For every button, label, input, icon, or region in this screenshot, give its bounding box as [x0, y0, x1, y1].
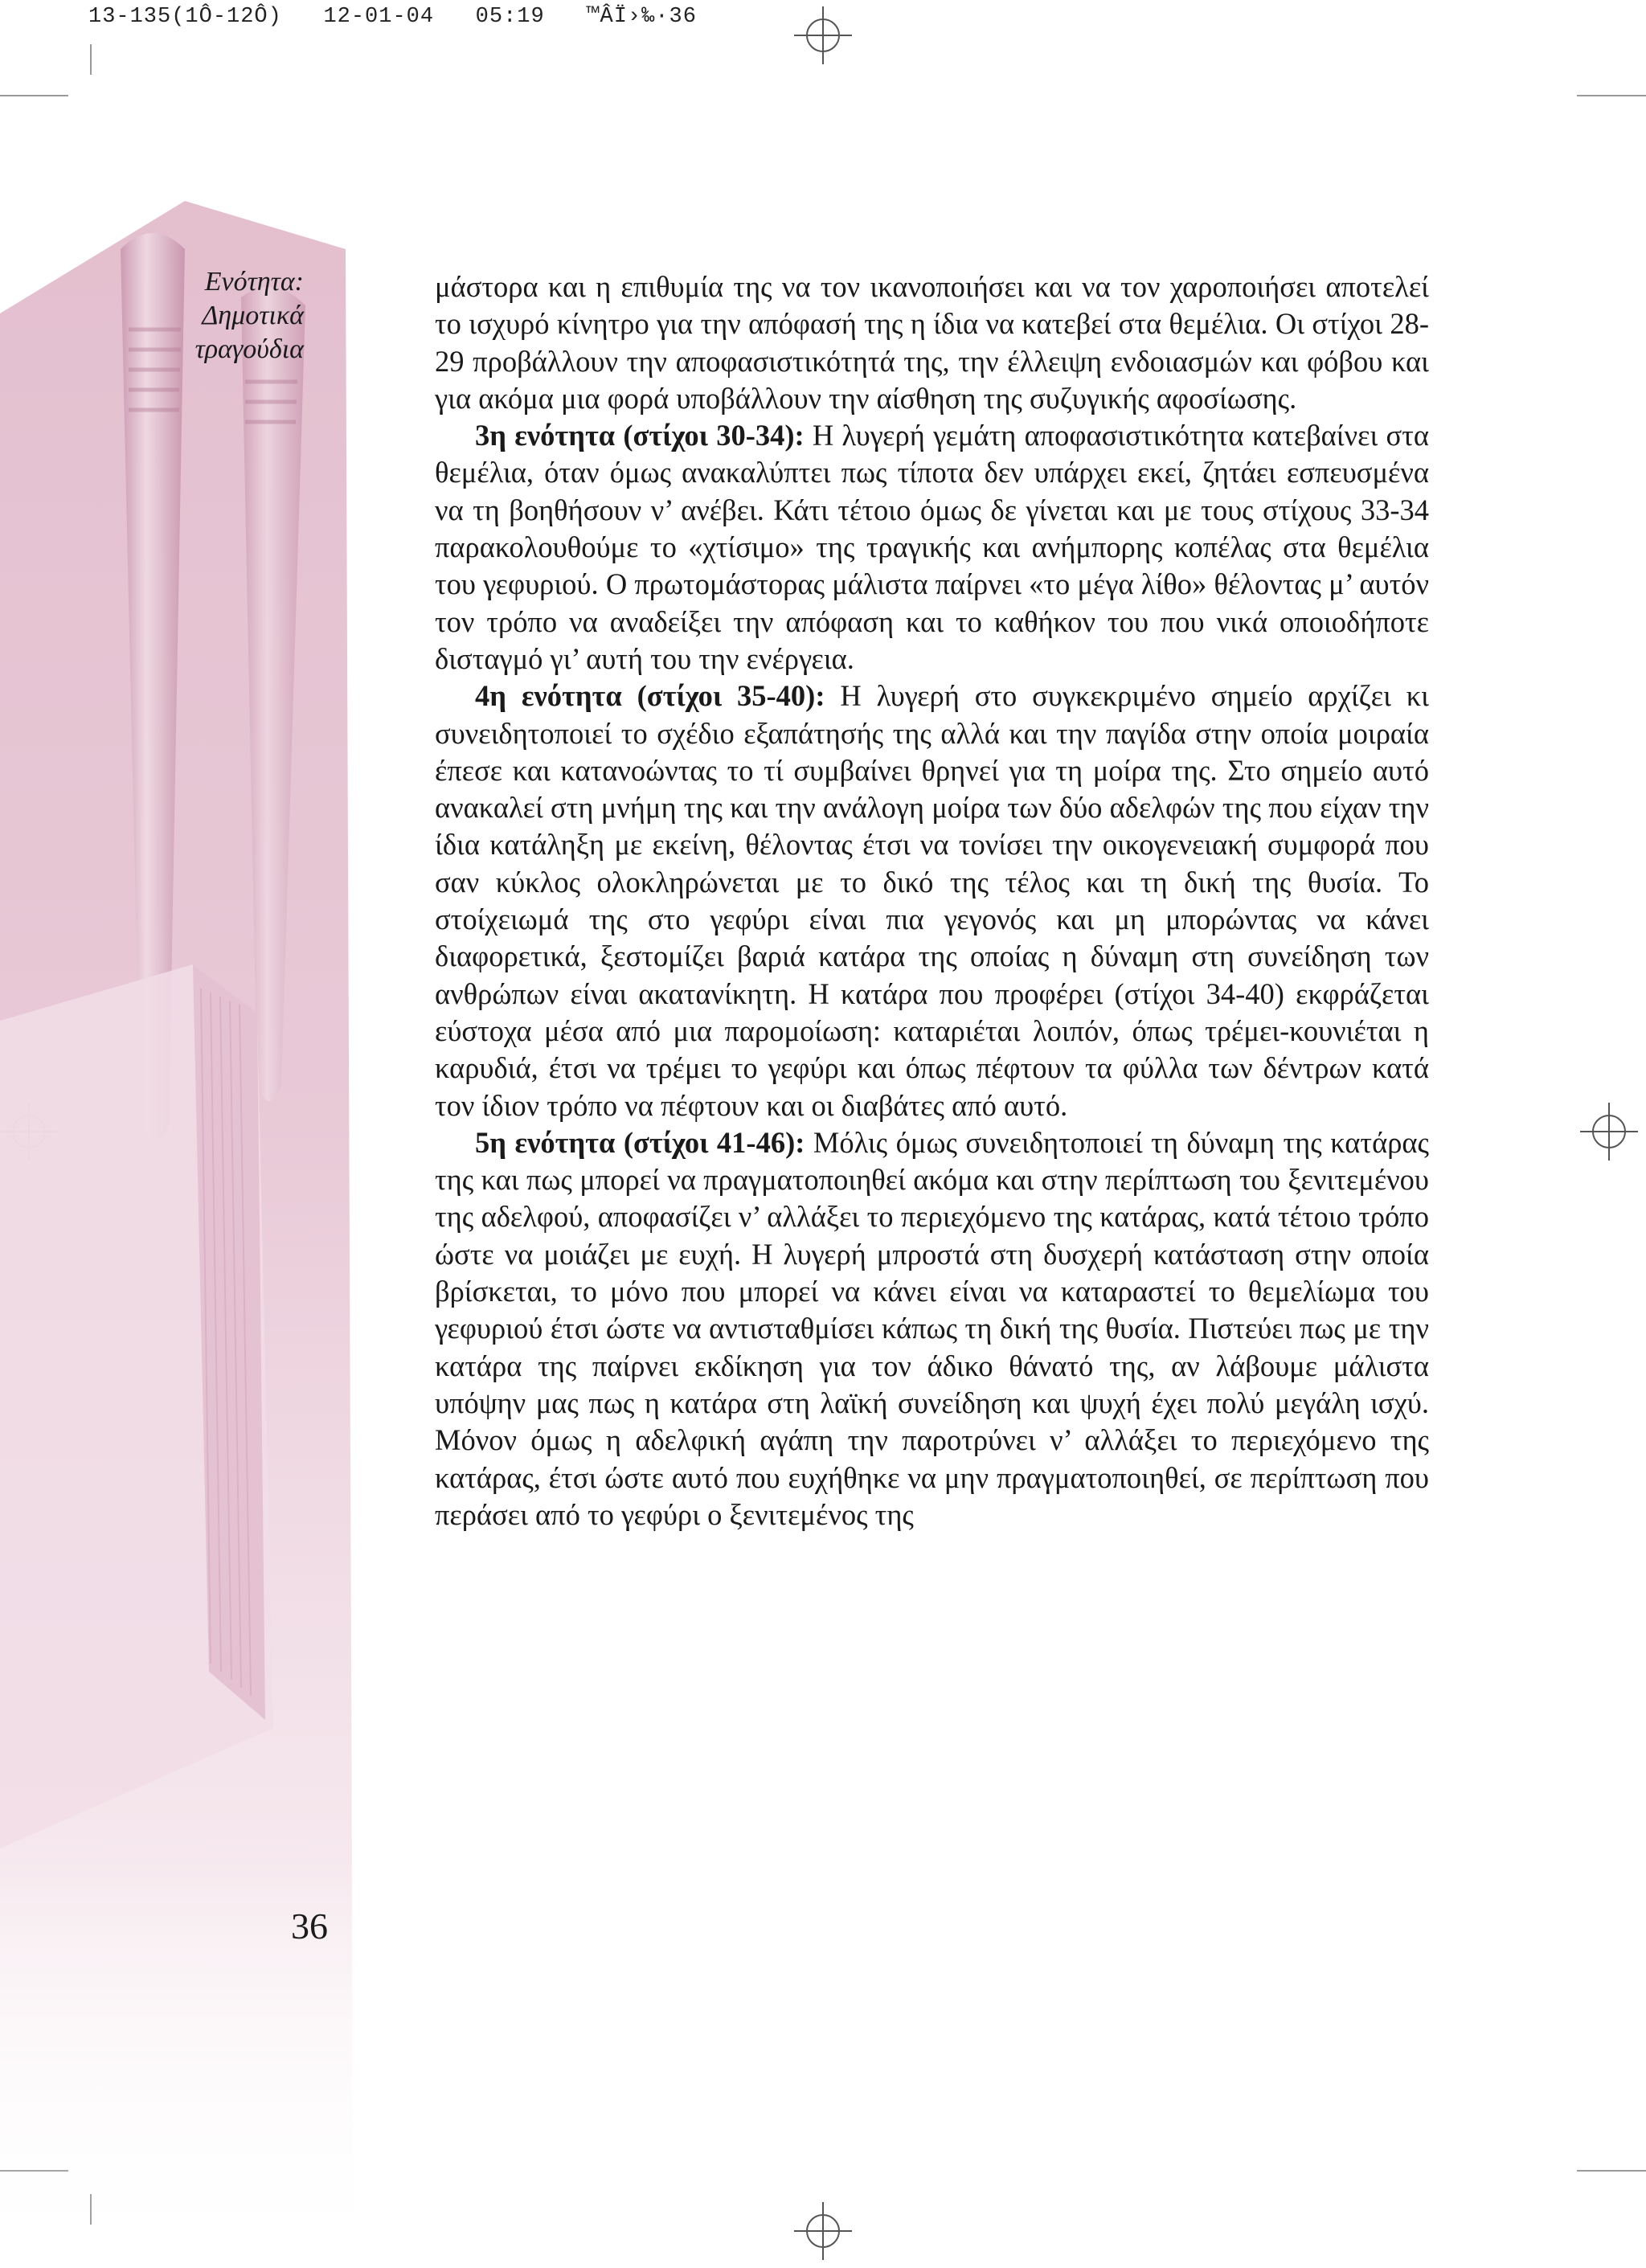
section-label-line: Ενότητα: — [204, 267, 304, 297]
paragraph-heading: 5η ενότητα (στίχοι 41-46): — [475, 1125, 805, 1159]
paragraph-heading: 4η ενότητα (στίχοι 35-40): — [475, 679, 825, 713]
book-and-pen-illustration — [0, 201, 354, 2264]
paragraph — [435, 678, 1429, 1124]
paragraph-text: Η λυγερή στο συγκεκριμένο σημείο αρχίζει κι συνειδητοποιεί το σχέδιο εξαπάτησής της αλλά και την παγίδα στην οποία μοιραία έπεσε και κατανοώντας το τί συμβαίνει θρηνεί για τη μοίρα της. Στο σημείο αυτό ανακαλεί στη μνήμη της και την ανάλογη μοίρα των δύο αδελφών της που είχαν την ίδια κατάληξη με εκείνη, θέλοντας έτσι να τονίσει την οικογενειακή συμφορά που σαν κύκλος ολοκληρώνεται με το δικό της τέλος και τη δική της θυσία. Το στοίχειωμά της στο γεφύρι είναι πια γεγονός και μη μπορώντας να κάνει διαφορετικά, ξεστομίζει βαριά κατάρα της οποίας η δύναμη στη συνείδηση των ανθρώπων είναι ακατανίκητη. Η κατάρα που προφέρει (στίχοι 34-40) εκφράζεται εύστοχα μέσα από μια παρομοίωση: καταριέται λοιπόν, όπως τρέμει-κουνιέται η καρυδιά, έτσι να τρέμει το γεφύρι και όπως πέφτουν τα φύλλα των δέντρων κατά τον ίδιον τρόπο να πέφτουν και οι διαβάτες από αυτό. — [435, 679, 1429, 1122]
registration-mark-bottom — [794, 2202, 852, 2260]
section-label-line: Δημοτικά — [202, 301, 304, 330]
body-text — [435, 268, 1429, 1533]
paragraph — [435, 1124, 1429, 1533]
crop-mark-top-left-v — [90, 44, 92, 75]
crop-mark-top-right-h — [1577, 95, 1646, 96]
registration-mark-top — [794, 6, 852, 64]
page-number: 36 — [291, 1906, 328, 1947]
registration-mark-right — [1580, 1103, 1638, 1161]
section-label-line: τραγούδια — [194, 334, 304, 364]
section-label — [161, 265, 304, 366]
crop-mark-top-left-h — [0, 95, 68, 96]
print-slug-header: 13-135(1Ô-12Ô) 12-01-04 05:19 ™ÂÏ›‰·36 — [88, 5, 697, 29]
crop-mark-bottom-right-h — [1577, 2170, 1646, 2172]
paragraph-heading: 3η ενότητα (στίχοι 30-34): — [475, 419, 805, 452]
paragraph — [435, 417, 1429, 678]
paragraph-text: μάστορα και η επιθυμία της να τον ικανοποιήσει και να τον χαροποιήσει αποτελεί το ισχυρό κίνητρο για την απόφασή της η ίδια να κατεβεί στα θεμέλια. Οι στίχοι 28-29 προβάλλουν την αποφασιστικότητά της, την έλλειψη ενδοιασμών και φόβου και για ακόμα μια φορά υποβάλλουν την αίσθηση της συζυγικής αφοσίωσης. — [435, 270, 1429, 415]
paragraph-text: Μόλις όμως συνειδητοποιεί τη δύναμη της κατάρας της και πως μπορεί να πραγματοποιηθεί ακόμα και στην περίπτωση του ξενιτεμένου της αδελφού, αποφασίζει ν’ αλλάξει το περιεχόμενο της κατάρας, κατά τέτοιο τρόπο ώστε να μοιάζει με ευχή. Η λυγερή μπροστά στη δυσχερή κατάσταση στην οποία βρίσκεται, το μόνο που μπορεί να κάνει είναι να καταραστεί το θεμελίωμα του γεφυριού έτσι ώστε να αντισταθμίσει κάπως τη δική της θυσία. Πιστεύει πως με την κατάρα της παίρνει εκδίκηση για τον άδικο θάνατό της, αν λάβουμε μάλιστα υπόψην μας πως η κατάρα στη λαϊκή συνείδηση και ψυχή έχει πολύ μεγάλη ισχύ. Μόνον όμως η αδελφική αγάπη την παροτρύνει ν’ αλλάξει το περιεχόμενο της κατάρας, έτσι ώστε αυτό που ευχήθηκε να μην πραγματοποιηθεί, σε περίπτωση που περάσει από το γεφύρι ο ξενιτεμένος της — [435, 1125, 1429, 1531]
paragraph-text: Η λυγερή γεμάτη αποφασιστικότητα κατεβαίνει στα θεμέλια, όταν όμως ανακαλύπτει πως τίποτα δεν υπάρχει εκεί, ζητάει εσπευσμένα να τη βοηθήσουν ν’ ανέβει. Κάτι τέτοιο όμως δε γίνεται και με τους στίχους 33-34 παρακολουθούμε το «χτίσιμο» της τραγικής και ανήμπορης κοπέλας στα θεμέλια του γεφυριού. Ο πρωτομάστορας μάλιστα παίρνει «το μέγα λίθο» θέλοντας μ’ αυτόν τον τρόπο να αναδείξει την απόφαση και το καθήκον του που νικά οποιοδήποτε δισταγμό γι’ αυτή του την ενέργεια. — [435, 419, 1429, 675]
paragraph — [435, 268, 1429, 417]
